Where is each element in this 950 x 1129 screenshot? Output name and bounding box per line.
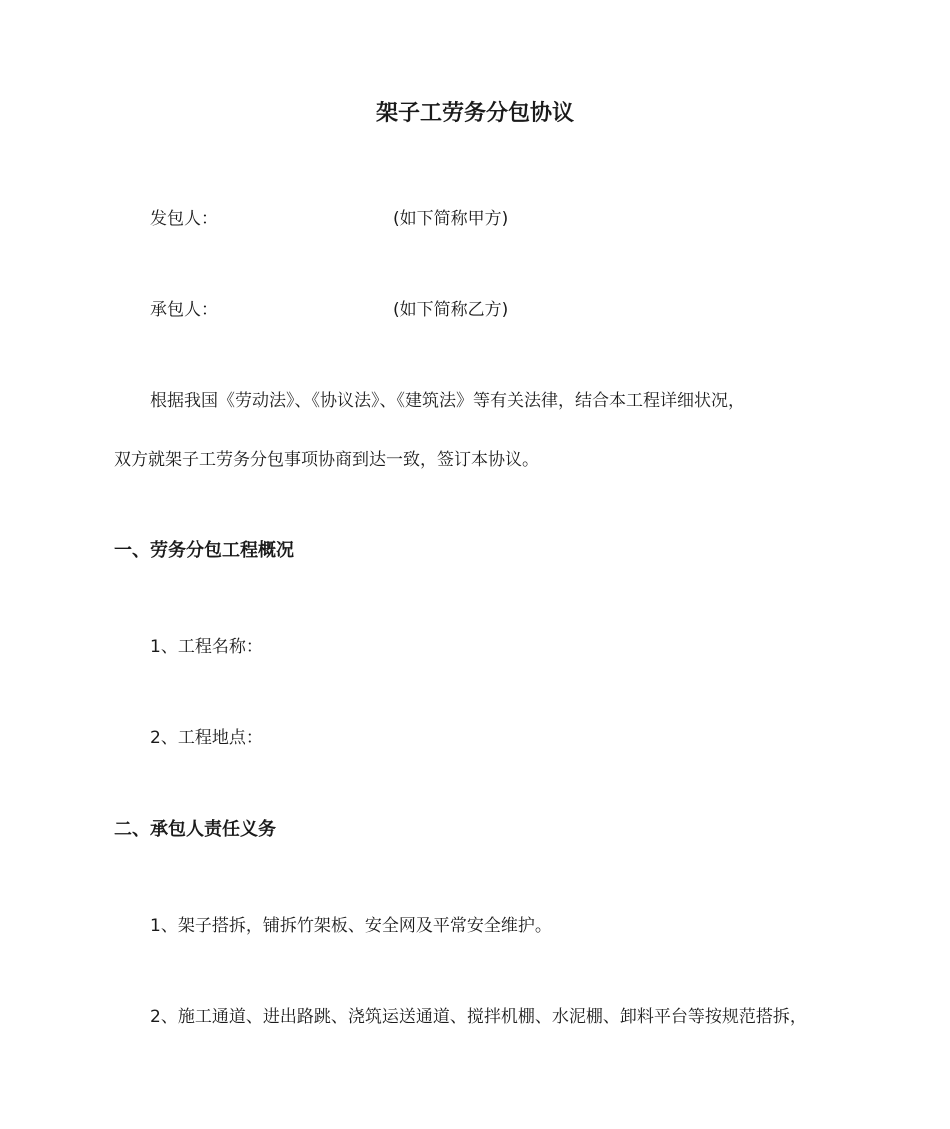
section-2-item-2: 2、施工通道、进出路跳、浇筑运送通道、搅拌机棚、水泥棚、卸料平台等按规范搭拆， bbox=[150, 1007, 807, 1027]
document-title: 架子工劳务分包协议 bbox=[375, 101, 574, 126]
section-1-item-1: 1、工程名称： bbox=[150, 637, 263, 657]
party-b-label: 承包人： bbox=[150, 300, 218, 320]
preamble-line-2: 双方就架子工劳务分包事项协商到达一致，签订本协议。 bbox=[114, 450, 539, 470]
section-1-item-2: 2、工程地点： bbox=[150, 728, 263, 748]
section-2-heading: 二、承包人责任义务 bbox=[114, 819, 276, 840]
party-a-label: 发包人： bbox=[150, 209, 218, 229]
section-1-heading: 一、劳务分包工程概况 bbox=[114, 540, 294, 561]
section-2-item-1: 1、架子搭拆，铺拆竹架板、安全网及平常安全维护。 bbox=[150, 916, 552, 936]
party-b-note: (如下简称乙方) bbox=[393, 300, 509, 320]
party-a-note: (如下简称甲方) bbox=[393, 209, 509, 229]
preamble-line-1: 根据我国《劳动法》、《协议法》、《建筑法》等有关法律，结合本工程详细状况， bbox=[150, 391, 745, 411]
